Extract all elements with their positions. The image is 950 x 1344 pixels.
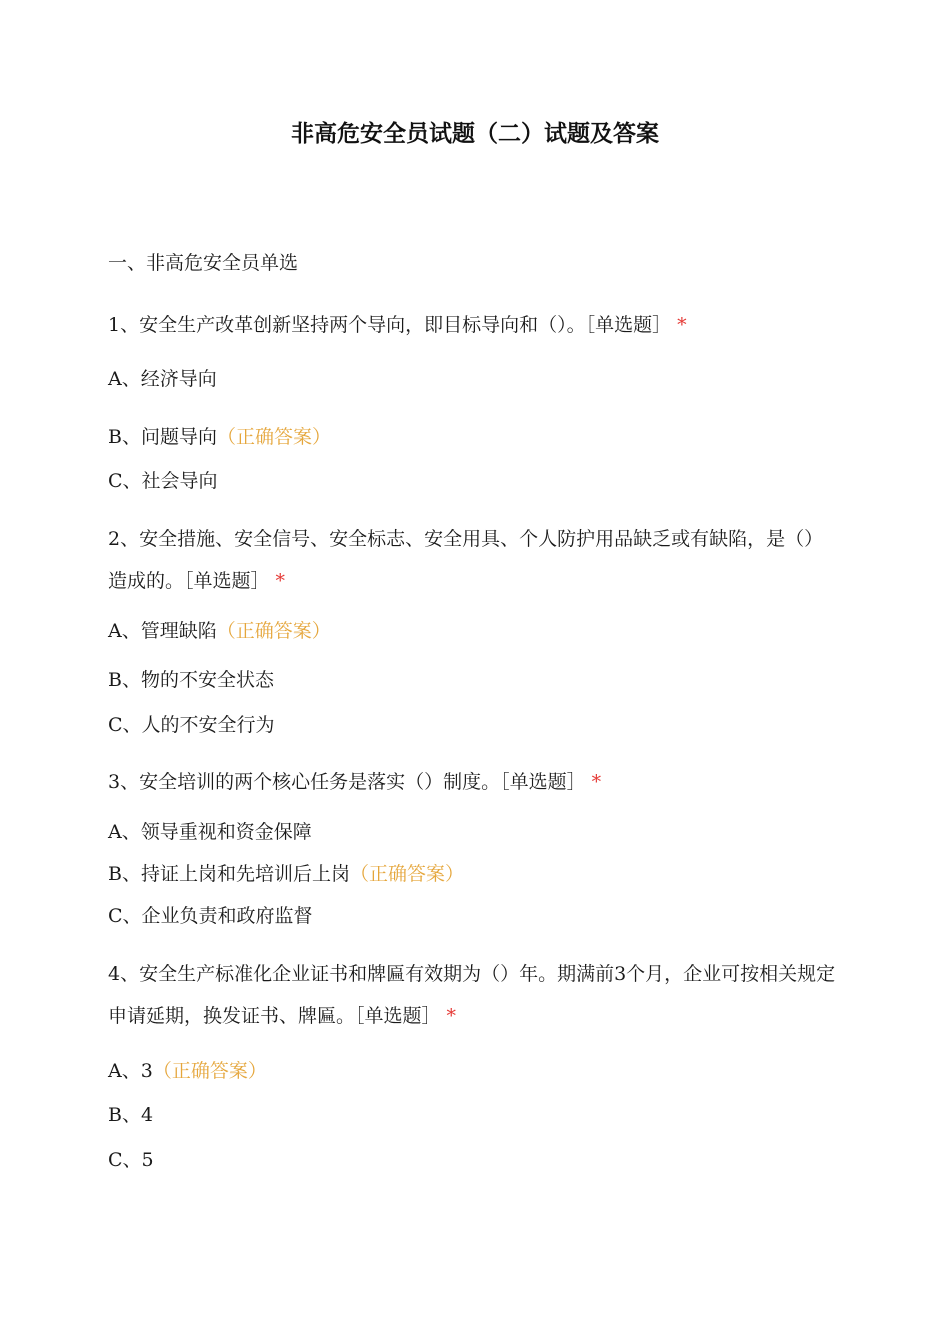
question-2-option-c [108, 711, 838, 739]
option-text: C、5 [108, 1149, 154, 1171]
question-4 [108, 953, 838, 1037]
question-3-option-a [108, 818, 838, 846]
question-1-option-c [108, 467, 838, 495]
question-4-option-a [108, 1057, 838, 1085]
question-3-option-c [108, 902, 838, 930]
option-text: C、企业负责和政府监督 [108, 905, 313, 927]
correct-answer-mark: （正确答案） [216, 426, 331, 448]
option-text: A、领导重视和资金保障 [108, 821, 312, 843]
question-text: 2、安全措施、安全信号、安全标志、安全用具、个人防护用品缺乏或有缺陷，是（）造成的。［单选题］ [108, 528, 824, 592]
option-text: B、持证上岗和先培训后上岗 [108, 863, 350, 885]
option-text: A、3 [108, 1060, 153, 1082]
option-text: B、问题导向 [108, 426, 217, 448]
option-text: C、社会导向 [108, 470, 218, 492]
question-2-option-a [108, 617, 838, 645]
correct-answer-mark: （正确答案） [216, 620, 331, 642]
required-mark: * [275, 570, 286, 592]
question-text: 1、安全生产改革创新坚持两个导向，即目标导向和（）。［单选题］ [108, 314, 672, 336]
required-mark: * [446, 1005, 457, 1027]
option-text: A、经济导向 [108, 368, 217, 390]
question-1 [108, 311, 838, 339]
correct-answer-mark: （正确答案） [152, 1060, 267, 1082]
question-2-option-b [108, 666, 838, 694]
question-2 [108, 518, 838, 602]
question-4-option-c [108, 1146, 838, 1174]
option-text: A、管理缺陷 [108, 620, 217, 642]
question-3-option-b [108, 860, 838, 888]
option-text: C、人的不安全行为 [108, 714, 275, 736]
question-3 [108, 768, 838, 796]
question-text: 3、安全培训的两个核心任务是落实（）制度。［单选题］ [108, 771, 586, 793]
question-1-option-a [108, 365, 838, 393]
question-text: 4、安全生产标准化企业证书和牌匾有效期为（）年。期满前3个月，企业可按相关规定申请延期，换发证书、牌匾。［单选题］ [108, 963, 836, 1027]
question-1-option-b [108, 423, 838, 451]
document-title: 非高危安全员试题（二）试题及答案 [291, 121, 659, 147]
required-mark: * [591, 771, 602, 793]
correct-answer-mark: （正确答案） [349, 863, 464, 885]
section-heading: 一、非高危安全员单选 [108, 252, 299, 274]
required-mark: * [677, 314, 687, 336]
option-text: B、物的不安全状态 [108, 669, 274, 691]
option-text: B、4 [108, 1104, 154, 1126]
question-4-option-b [108, 1101, 838, 1129]
